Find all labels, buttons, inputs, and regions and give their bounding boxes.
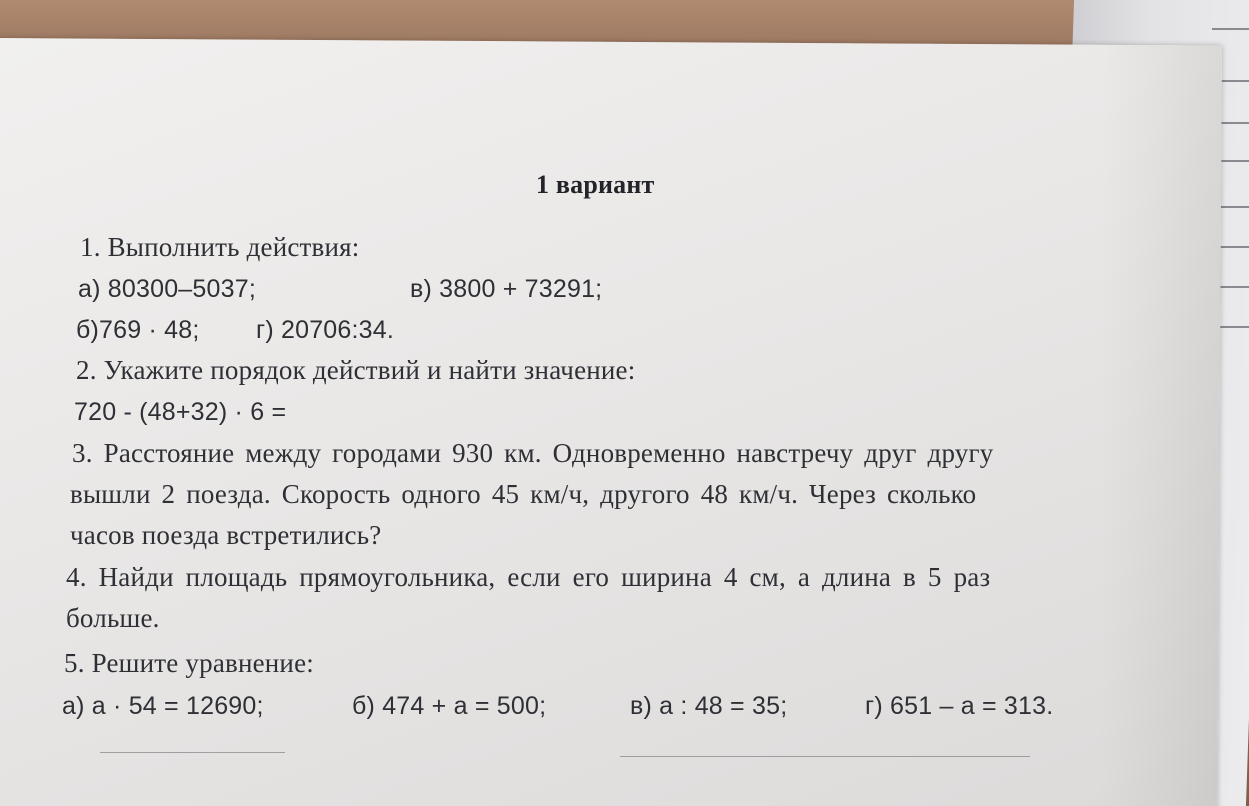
task1-item-v-text: в) 3800 + 73291; xyxy=(410,275,603,303)
task3-line1: 3. Расстояние между городами 930 км. Одновременно навстречу друг другу xyxy=(72,438,994,468)
underlying-paper-line xyxy=(1220,326,1249,328)
underlying-paper-line xyxy=(1216,246,1249,248)
task2-heading: 2. Укажите порядок действий и найти значение: xyxy=(76,355,636,385)
task5-eq-g-text: г) 651 – а = 313. xyxy=(865,692,1054,720)
task5-eq-a xyxy=(62,690,264,721)
task1-item-g-text: г) 20706:34. xyxy=(256,316,395,344)
bottom-rule xyxy=(620,756,1030,757)
task1-item-g xyxy=(256,314,394,345)
task2-expression-text: 720 - (48+32) · 6 = xyxy=(74,398,287,426)
bottom-rule xyxy=(100,752,285,753)
task5-eq-b xyxy=(352,690,546,721)
underlying-paper-line xyxy=(1212,28,1249,30)
task1-item-a xyxy=(78,273,256,304)
task5-heading: 5. Решите уравнение: xyxy=(64,648,314,678)
task4-line2: больше. xyxy=(66,603,160,633)
task5-eq-g xyxy=(865,690,1053,721)
task3-line3: часов поезда встретились? xyxy=(70,520,382,550)
task2-expression xyxy=(74,396,286,427)
task1-item-a-text: а) 80300–5037; xyxy=(78,275,256,303)
task5-eq-v xyxy=(630,690,787,721)
task1-item-b xyxy=(76,314,200,345)
task1-heading: 1. Выполнить действия: xyxy=(80,232,360,262)
task5-eq-b-text: б) 474 + а = 500; xyxy=(352,692,547,720)
task1-item-b-text: б)769 · 48; xyxy=(76,316,200,344)
task1-item-v xyxy=(410,273,602,304)
paper-shadow xyxy=(1097,45,1222,806)
task5-eq-a-text: а) а · 54 = 12690; xyxy=(62,692,264,720)
page-title: 1 вариант xyxy=(536,170,655,199)
task4-line1: 4. Найди площадь прямоугольника, если его ширина 4 см, а длина в 5 раз xyxy=(66,562,991,592)
task3-line2: вышли 2 поезда. Скорость одного 45 км/ч, другого 48 км/ч. Через сколько xyxy=(70,479,977,509)
underlying-paper-line xyxy=(1218,286,1249,288)
task5-eq-v-text: в) а : 48 = 35; xyxy=(630,692,788,720)
